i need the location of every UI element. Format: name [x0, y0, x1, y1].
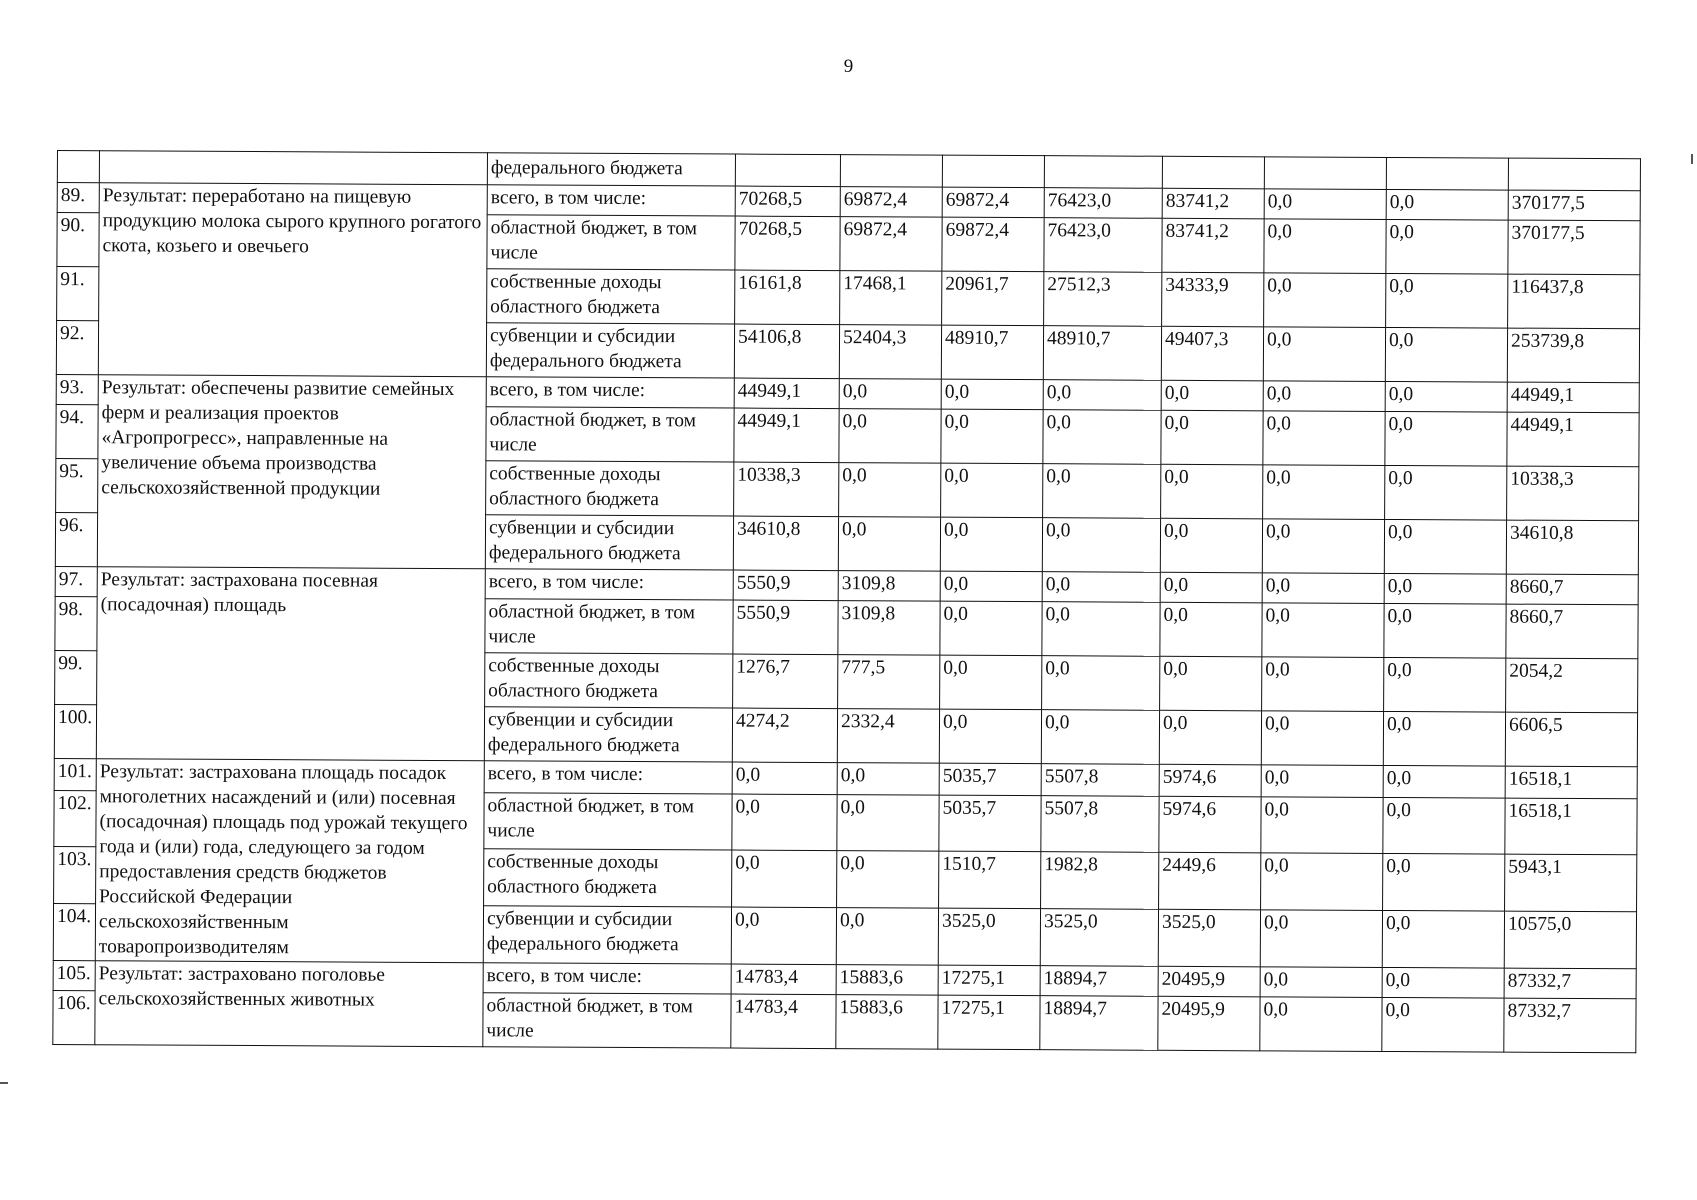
year-value: 1982,8	[1041, 852, 1159, 909]
year-value: 5974,6	[1159, 764, 1261, 796]
year-value: 16161,8	[735, 270, 840, 325]
year-value: 0,0	[1384, 657, 1506, 712]
year-value: 0,0	[1260, 967, 1382, 998]
year-value: 0,0	[1383, 797, 1505, 854]
table-sheet	[52, 150, 1641, 1053]
year-value: 44949,1	[734, 408, 839, 463]
funding-source: собственные доходы областного бюджета	[484, 849, 732, 907]
year-value: 0,0	[1043, 410, 1161, 465]
row-index: 100.	[54, 704, 96, 758]
value-cell	[1044, 156, 1162, 189]
total-value: 34610,8	[1506, 520, 1638, 575]
year-value: 5507,8	[1041, 764, 1159, 796]
total-value: 10338,3	[1507, 466, 1639, 521]
year-value: 0,0	[1262, 657, 1384, 712]
year-value: 0,0	[1160, 518, 1262, 573]
year-value: 0,0	[1383, 711, 1505, 766]
year-value: 0,0	[940, 517, 1042, 572]
row-index: 89.	[57, 183, 99, 213]
funding-source: собственные доходы областного бюджета	[485, 653, 733, 708]
year-value: 777,5	[838, 655, 940, 710]
year-value: 0,0	[941, 379, 1043, 410]
year-value: 0,0	[1263, 327, 1385, 382]
year-value: 0,0	[1042, 656, 1160, 711]
total-value: 16518,1	[1505, 798, 1637, 856]
year-value: 15883,6	[836, 995, 938, 1050]
funding-source: областной бюджет, в том числе	[486, 407, 734, 462]
year-value: 0,0	[839, 379, 941, 410]
result-description: Результат: застрахована посевная (посадочная) площадь	[96, 567, 485, 761]
funding-source: субвенции и субсидии федерального бюджета	[485, 515, 733, 570]
year-value: 76423,0	[1044, 218, 1162, 273]
year-value: 5035,7	[939, 763, 1041, 795]
year-value: 0,0	[1261, 711, 1383, 766]
year-value: 0,0	[836, 908, 938, 965]
year-value: 0,0	[1385, 327, 1507, 382]
year-value: 34333,9	[1162, 272, 1264, 327]
funding-source: собственные доходы областного бюджета	[487, 269, 735, 324]
funding-source: всего, в том числе:	[484, 761, 732, 794]
total-value: 6606,5	[1505, 712, 1637, 767]
year-value: 54106,8	[734, 324, 839, 379]
year-value: 3525,0	[1158, 909, 1260, 966]
year-value: 52404,3	[839, 325, 941, 380]
result-description: Результат: застрахована площадь посадок многолетних насаждений и (или) посевная (посадочная) площадь под урожай текущего года и (или) года, следующего за годом предоставления средств бюджетов Российской Федерации сельскохозяйственным товаропроизводителям	[95, 759, 484, 963]
index-cell	[57, 151, 99, 183]
row-index: 99.	[55, 650, 97, 704]
year-value: 18894,7	[1040, 966, 1158, 997]
year-value: 0,0	[941, 409, 1043, 464]
year-value: 83741,2	[1162, 218, 1264, 273]
year-value: 10338,3	[734, 462, 839, 517]
total-value: 370177,5	[1508, 190, 1640, 221]
total-value: 87332,7	[1504, 968, 1636, 999]
row-index: 92.	[56, 321, 98, 375]
year-value: 5550,9	[733, 600, 838, 655]
year-value: 1276,7	[733, 654, 838, 709]
year-value: 5507,8	[1041, 795, 1159, 852]
year-value: 17275,1	[938, 965, 1040, 996]
year-value: 0,0	[839, 463, 941, 518]
value-cell	[1386, 157, 1508, 190]
value-cell	[1508, 158, 1640, 191]
year-value: 14783,4	[731, 994, 836, 1049]
year-value: 0,0	[1386, 189, 1508, 220]
year-value: 0,0	[1262, 573, 1384, 604]
funding-source: всего, в том числе:	[483, 963, 731, 994]
year-value: 0,0	[1261, 765, 1383, 797]
funding-source: областной бюджет, в том числе	[484, 792, 732, 850]
row-index: 105.	[53, 960, 95, 990]
year-value: 0,0	[1160, 572, 1262, 603]
funding-source: субвенции и субсидии федерального бюджета	[484, 707, 732, 762]
year-value: 0,0	[1261, 853, 1383, 910]
row-index: 91.	[57, 267, 99, 321]
scan-edge-mark	[1691, 154, 1697, 164]
row-index: 96.	[55, 512, 97, 566]
year-value: 69872,4	[840, 187, 942, 218]
year-value: 5035,7	[939, 795, 1041, 852]
row-index: 95.	[56, 458, 98, 512]
year-value: 17468,1	[840, 271, 942, 326]
year-value: 48910,7	[941, 325, 1043, 380]
year-value: 44949,1	[734, 378, 839, 409]
year-value: 20495,9	[1158, 966, 1260, 997]
year-value: 14783,4	[731, 964, 836, 995]
year-value: 0,0	[1264, 189, 1386, 220]
total-value: 44949,1	[1507, 382, 1639, 413]
year-value: 0,0	[940, 571, 1042, 602]
year-value: 0,0	[940, 601, 1042, 656]
year-value: 76423,0	[1044, 188, 1162, 219]
table-body	[53, 151, 1641, 1053]
year-value: 70268,5	[735, 216, 840, 271]
year-value: 0,0	[732, 850, 837, 907]
year-value: 3109,8	[838, 601, 940, 656]
total-value: 16518,1	[1505, 766, 1637, 798]
row-index: 97.	[55, 566, 97, 596]
row-index: 102.	[54, 790, 96, 847]
budget-table	[52, 150, 1641, 1053]
year-value: 0,0	[1159, 710, 1261, 765]
total-value: 87332,7	[1504, 998, 1636, 1053]
year-value: 0,0	[1260, 910, 1382, 967]
row-index: 93.	[56, 374, 98, 404]
funding-source: областной бюджет, в том числе	[483, 993, 731, 1048]
value-cell	[942, 155, 1044, 188]
row-index: 101.	[54, 758, 96, 790]
year-value: 0,0	[1160, 602, 1262, 657]
year-value: 0,0	[1264, 219, 1386, 274]
year-value: 83741,2	[1162, 188, 1264, 219]
year-value: 0,0	[732, 794, 837, 851]
year-value: 0,0	[1382, 967, 1504, 998]
funding-source-cell: федерального бюджета	[487, 153, 735, 186]
year-value: 0,0	[1383, 765, 1505, 797]
total-value: 8660,7	[1506, 574, 1638, 605]
year-value: 0,0	[1382, 997, 1504, 1052]
year-value: 0,0	[1161, 464, 1263, 519]
year-value: 0,0	[1042, 602, 1160, 657]
year-value: 17275,1	[938, 995, 1040, 1050]
result-description: Результат: застраховано поголовье сельскохозяйственных животных	[95, 961, 483, 1047]
year-value: 20495,9	[1158, 996, 1260, 1051]
year-value: 27512,3	[1044, 272, 1162, 327]
funding-source: субвенции и субсидии федерального бюджета	[486, 323, 734, 378]
year-value: 0,0	[1383, 854, 1505, 911]
funding-source: всего, в том числе:	[486, 377, 734, 408]
funding-source: всего, в том числе:	[485, 569, 733, 600]
total-value: 116437,8	[1508, 274, 1640, 329]
value-cell	[840, 155, 942, 188]
year-value: 0,0	[1386, 273, 1508, 328]
year-value: 0,0	[1042, 518, 1160, 573]
year-value: 0,0	[839, 409, 941, 464]
year-value: 69872,4	[942, 187, 1044, 218]
year-value: 0,0	[941, 463, 1043, 518]
value-cell	[1264, 157, 1386, 190]
year-value: 0,0	[1384, 519, 1506, 574]
year-value: 0,0	[1262, 519, 1384, 574]
year-value: 1510,7	[939, 852, 1041, 909]
row-index: 104.	[53, 904, 95, 961]
year-value: 0,0	[1161, 380, 1263, 411]
year-value: 0,0	[1260, 997, 1382, 1052]
year-value: 69872,4	[942, 217, 1044, 272]
year-value: 0,0	[837, 851, 939, 908]
year-value: 18894,7	[1040, 996, 1158, 1051]
year-value: 0,0	[838, 517, 940, 572]
value-cell	[735, 154, 840, 187]
year-value: 34610,8	[733, 516, 838, 571]
year-value: 3109,8	[838, 571, 940, 602]
year-value: 49407,3	[1161, 326, 1263, 381]
year-value: 0,0	[1043, 380, 1161, 411]
year-value: 0,0	[1042, 572, 1160, 603]
year-value: 4274,2	[732, 708, 837, 763]
year-value: 0,0	[1384, 603, 1506, 658]
total-value: 2054,2	[1506, 658, 1638, 713]
row-index: 90.	[57, 213, 99, 267]
year-value: 0,0	[1382, 911, 1504, 968]
year-value: 20961,7	[942, 271, 1044, 326]
row-index: 94.	[56, 404, 98, 458]
funding-source: областной бюджет, в том числе	[485, 599, 733, 654]
funding-source: субвенции и субсидии федерального бюджета	[483, 906, 731, 964]
year-value: 0,0	[1264, 273, 1386, 328]
value-cell	[1162, 156, 1264, 189]
year-value: 3525,0	[1040, 909, 1158, 966]
year-value: 2332,4	[837, 709, 939, 764]
year-value: 5974,6	[1159, 796, 1261, 853]
year-value: 0,0	[837, 763, 939, 795]
year-value: 0,0	[1263, 465, 1385, 520]
total-value: 370177,5	[1508, 220, 1640, 275]
total-value: 44949,1	[1507, 412, 1639, 467]
year-value: 0,0	[1160, 656, 1262, 711]
funding-source: областной бюджет, в том числе	[487, 215, 735, 270]
year-value: 0,0	[1385, 381, 1507, 412]
funding-source: всего, в том числе:	[487, 185, 735, 216]
year-value: 0,0	[1041, 710, 1159, 765]
year-value: 0,0	[1384, 573, 1506, 604]
page-number: 9	[843, 56, 854, 77]
result-description: Результат: переработано на пищевую продукцию молока сырого крупного рогатого скота, козьего и овечьего	[98, 183, 487, 377]
year-value: 0,0	[1385, 465, 1507, 520]
year-value: 0,0	[1043, 464, 1161, 519]
year-value: 15883,6	[836, 965, 938, 996]
year-value: 0,0	[837, 794, 939, 851]
year-value: 0,0	[731, 907, 836, 964]
year-value: 0,0	[939, 709, 1041, 764]
scan-edge-mark-left	[0, 1082, 8, 1084]
row-index: 98.	[55, 596, 97, 650]
year-value: 0,0	[1386, 219, 1508, 274]
year-value: 0,0	[1385, 411, 1507, 466]
year-value: 69872,4	[840, 217, 942, 272]
year-value: 0,0	[1161, 410, 1263, 465]
year-value: 0,0	[1263, 411, 1385, 466]
total-value: 5943,1	[1505, 854, 1637, 912]
year-value: 0,0	[1262, 603, 1384, 658]
year-value: 70268,5	[735, 186, 840, 217]
year-value: 3525,0	[938, 908, 1040, 965]
row-index: 106.	[53, 990, 95, 1044]
funding-source: собственные доходы областного бюджета	[486, 461, 734, 516]
row-index: 103.	[54, 847, 96, 904]
result-cell	[99, 151, 487, 185]
year-value: 0,0	[732, 762, 837, 794]
year-value: 2449,6	[1159, 853, 1261, 910]
year-value: 48910,7	[1043, 326, 1161, 381]
total-value: 253739,8	[1507, 328, 1639, 383]
result-description: Результат: обеспечены развитие семейных ферм и реализация проектов «Агропрогресс», направленные на увеличение объема производства сельскохозяйственной продукции	[97, 375, 486, 569]
year-value: 0,0	[1261, 796, 1383, 853]
year-value: 0,0	[1263, 381, 1385, 412]
year-value: 5550,9	[733, 570, 838, 601]
total-value: 10575,0	[1504, 911, 1636, 969]
total-value: 8660,7	[1506, 604, 1638, 659]
year-value: 0,0	[940, 655, 1042, 710]
